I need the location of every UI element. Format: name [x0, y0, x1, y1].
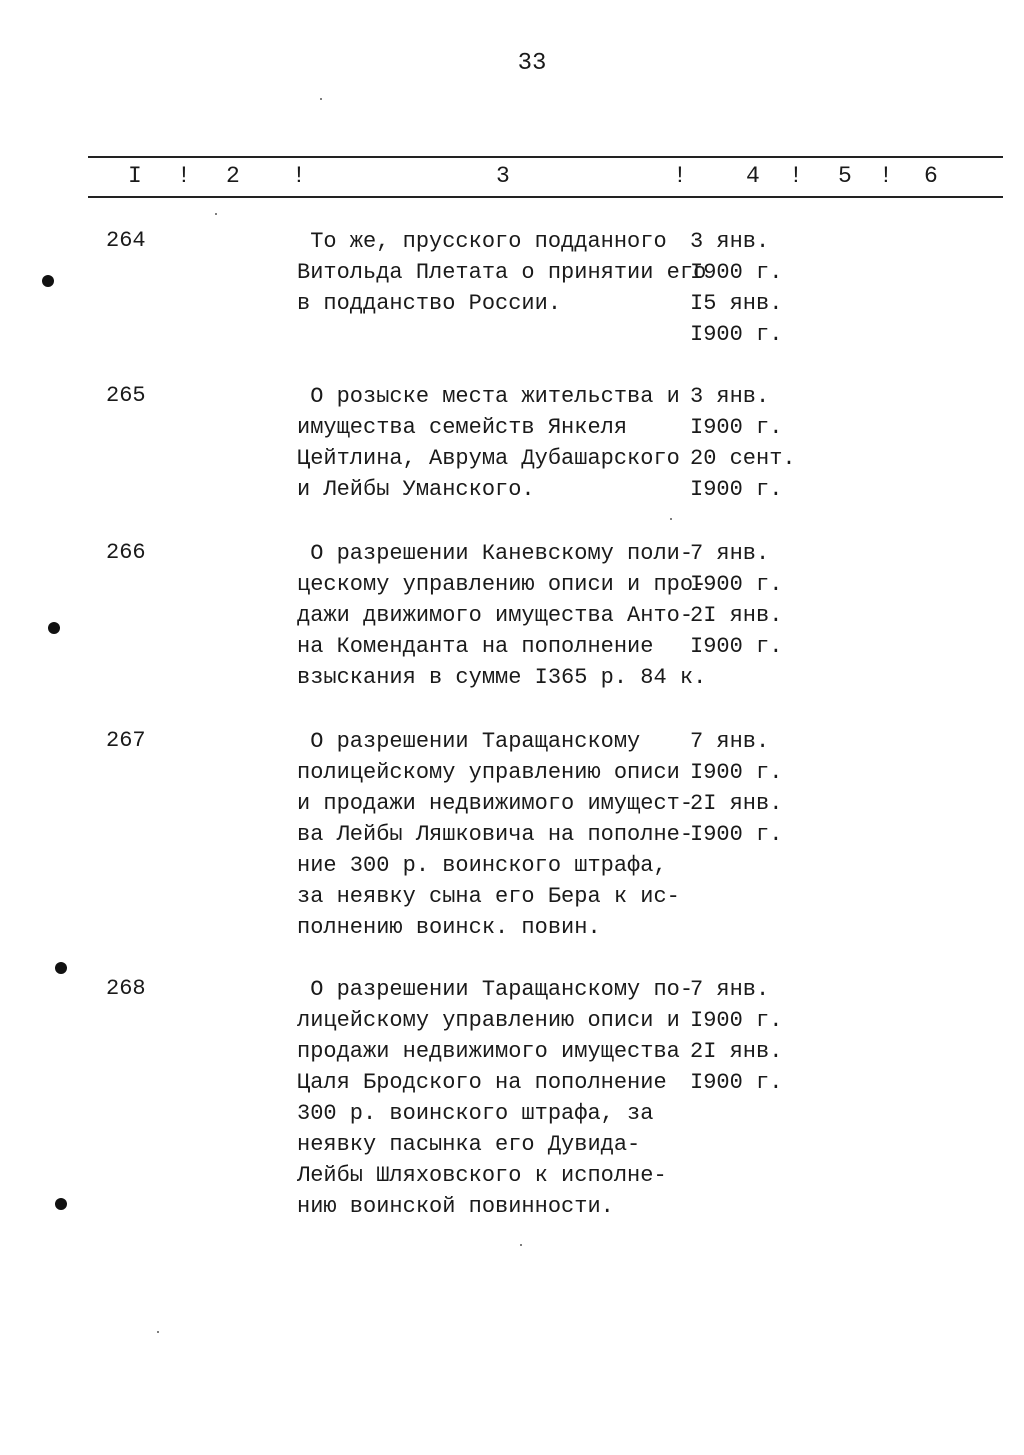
date-line: I900 г.	[690, 822, 783, 847]
desc-line: Цаля Бродского на пополнение	[297, 1070, 667, 1095]
desc-line: Цейтлина, Аврума Дубашарского	[297, 446, 680, 471]
entry-number: 268	[106, 976, 146, 1001]
scan-speck	[215, 213, 217, 215]
desc-line: О разрешении Каневскому поли-	[297, 541, 694, 566]
desc-line: Лейбы Шляховского к исполне-	[297, 1163, 667, 1188]
column-separator: !	[789, 163, 803, 189]
desc-line: О разрешении Таращанскому	[297, 729, 641, 754]
column-header-3: 3	[496, 163, 510, 189]
column-header-6: 6	[924, 163, 938, 189]
desc-line: ва Лейбы Ляшковича на пополне-	[297, 822, 694, 847]
column-separator: !	[879, 163, 893, 189]
column-separator: !	[177, 163, 191, 189]
desc-line: имущества семейств Янкеля	[297, 415, 628, 440]
desc-line: неявку пасынка его Дувида-	[297, 1132, 641, 1157]
desc-line: О разрешении Таращанскому по-	[297, 977, 694, 1002]
column-header-4: 4	[746, 163, 760, 189]
column-header-5: 5	[838, 163, 852, 189]
date-line: I900 г.	[690, 572, 783, 597]
date-line: I900 г.	[690, 415, 783, 440]
date-line: 3 янв.	[690, 384, 770, 409]
date-line: I900 г.	[690, 477, 783, 502]
table-bottom-rule	[88, 196, 1003, 198]
desc-line: нию воинской повинности.	[297, 1194, 614, 1219]
desc-line: дажи движимого имущества Анто-	[297, 603, 694, 628]
date-line: 2I янв.	[690, 1039, 783, 1064]
date-line: I900 г.	[690, 634, 783, 659]
entry-number: 267	[106, 728, 146, 753]
punch-hole-mark	[55, 962, 67, 974]
entry-description	[297, 538, 706, 693]
date-line: 20 сент.	[690, 446, 796, 471]
entry-description	[297, 226, 706, 319]
punch-hole-mark	[55, 1198, 67, 1210]
date-line: I5 янв.	[690, 291, 783, 316]
desc-line: полнению воинск. повин.	[297, 915, 601, 940]
page-number: 33	[517, 50, 547, 77]
desc-line: в подданство России.	[297, 291, 562, 316]
entry-dates	[690, 381, 796, 505]
punch-hole-mark	[48, 622, 60, 634]
date-line: I900 г.	[690, 260, 783, 285]
date-line: I900 г.	[690, 322, 783, 347]
desc-line: и Лейбы Уманского.	[297, 477, 535, 502]
desc-line: 300 р. воинского штрафа, за	[297, 1101, 654, 1126]
date-line: 7 янв.	[690, 541, 770, 566]
table-top-rule	[88, 156, 1003, 158]
entry-description	[297, 974, 693, 1222]
date-line: I900 г.	[690, 760, 783, 785]
desc-line: ние 300 р. воинского штрафа,	[297, 853, 667, 878]
date-line: 7 янв.	[690, 977, 770, 1002]
scan-speck	[157, 1331, 159, 1333]
desc-line: и продажи недвижимого имущест-	[297, 791, 694, 816]
desc-line: То же, прусского подданного	[297, 229, 667, 254]
entry-dates	[690, 974, 782, 1098]
date-line: 7 янв.	[690, 729, 770, 754]
desc-line: взыскания в сумме I365 р. 84 к.	[297, 665, 707, 690]
date-line: 3 янв.	[690, 229, 770, 254]
desc-line: продажи недвижимого имущества	[297, 1039, 680, 1064]
desc-line: лицейскому управлению описи и	[297, 1008, 680, 1033]
entry-number: 266	[106, 540, 146, 565]
punch-hole-mark	[42, 275, 54, 287]
column-separator: !	[292, 163, 306, 189]
desc-line: на Коменданта на пополнение	[297, 634, 654, 659]
column-header-2: 2	[226, 163, 240, 189]
scan-speck	[670, 518, 672, 520]
desc-line: О розыске места жительства и	[297, 384, 680, 409]
column-header-1: I	[128, 163, 142, 189]
entry-description	[297, 381, 680, 505]
desc-line: за неявку сына его Бера к ис-	[297, 884, 680, 909]
date-line: 2I янв.	[690, 603, 783, 628]
entry-dates	[690, 538, 782, 662]
scan-speck	[320, 98, 322, 100]
scan-speck	[520, 1244, 522, 1246]
entry-number: 265	[106, 383, 146, 408]
desc-line: полицейскому управлению описи	[297, 760, 680, 785]
entry-description	[297, 726, 693, 943]
desc-line: цескому управлению описи и про-	[297, 572, 707, 597]
column-separator: !	[673, 163, 687, 189]
entry-dates	[690, 226, 782, 350]
date-line: 2I янв.	[690, 791, 783, 816]
date-line: I900 г.	[690, 1008, 783, 1033]
date-line: I900 г.	[690, 1070, 783, 1095]
desc-line: Витольда Плетата о принятии его	[297, 260, 707, 285]
entry-dates	[690, 726, 782, 850]
entry-number: 264	[106, 228, 146, 253]
